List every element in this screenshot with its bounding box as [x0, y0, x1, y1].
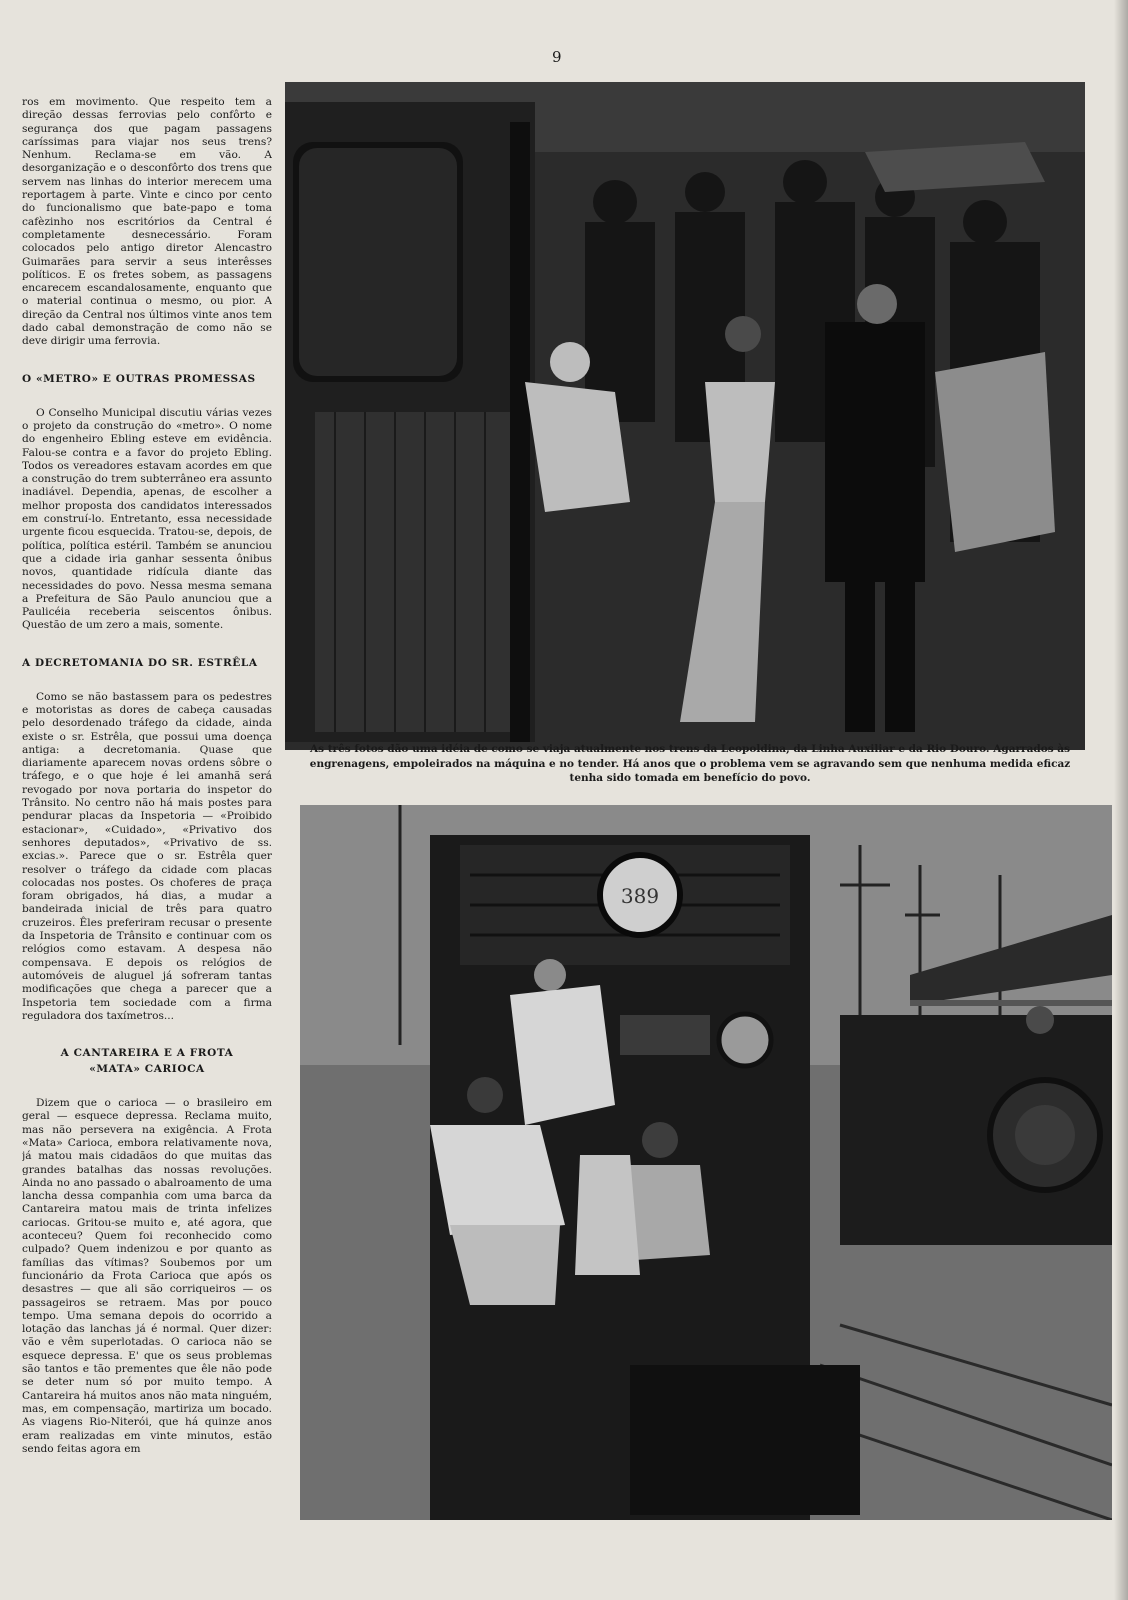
article-paragraph-metro: O Conselho Municipal discutiu várias vezes o projeto da construção do «metro». O nome do engenheiro Ebling esteve em evidência. Falou-se contra e a favor do projeto Ebling. Todos os vereadores estavam acordes em que a construção do trem subterrâneo era assunto inadiável. Dependia, apenas, de escolher a melhor proposta dos candidatos interessados em construí-lo. Entretanto, essa necessidade urgente ficou esquecida. Tratou-se, depois, de política, política estéril. Também se anunciou que a cidade iria ganhar sessenta ônibus novos, quantidade ridícula diante das necessidades do povo. Nessa mesma semana a Prefeitura de São Paulo anunciou que a Paulicéia receberia seiscentos ônibus. Questão de um zero a mais, somente.	[22, 406, 272, 632]
page-edge-shadow	[1114, 0, 1128, 1600]
photo-caption: As três fotos dão uma idéia de como se viaja atualmente nos trens da Leopoldina, da Linha Auxiliar e da Rio Douro. Agarrados às engrenagens, empoleirados na máquina e no tender. Há anos que o problema vem se agravando sem que nenhuma medida eficaz tenha sido tomada em benefício do povo.	[309, 743, 1071, 784]
section-heading-cantareira	[22, 1045, 272, 1077]
photo-locomotive-riders	[300, 805, 1112, 1520]
section-heading-metro: O «METRO» E OUTRAS PROMESSAS	[22, 372, 256, 385]
page-number: 9	[552, 48, 562, 66]
article-paragraph-intro: ros em movimento. Que respeito tem a direção dessas ferrovias pelo confôrto e segurança dos que pagam passagens caríssimas para viajar nos seus trens? Nenhum. Reclama-se em vão. A desorganização e o desconfôrto dos trens que servem nas linhas do interior merecem uma reportagem à parte. Vinte e cinco por cento do funcionalismo que bate-papo e toma cafèzinho nos escritórios da Central é completamente desnecessário. Foram colocados pelo antigo diretor Alencastro Guimarães para servir a seus interêsses políticos. E os fretes sobem, as passagens encarecem escandalosamente, enquanto que o material continua o mesmo, ou pior. A direção da Central nos últimos vinte anos tem dado cabal demonstração de como não se deve dirigir uma ferrovia.	[22, 96, 272, 348]
article-column	[22, 96, 272, 1576]
section-heading-cantareira-line1: A CANTAREIRA E A FROTA	[60, 1047, 234, 1060]
locomotive-number-plate: 389	[620, 884, 660, 908]
photo-crowded-train	[285, 82, 1085, 750]
section-heading-decretomania: A DECRETOMANIA DO SR. ESTRÊLA	[22, 656, 258, 669]
article-paragraph-decretomania: Como se não bastassem para os pedestres e motoristas as dores de cabeça causadas pelo desordenado tráfego da cidade, ainda existe o sr. Estrêla, que possui uma doença antiga: a decretomania. Quase que diariamente aparecem novas ordens sôbre o tráfego, e o que hoje é lei amanhã será revogado por nova portaria do inspetor do Trânsito. No centro não há mais postes para pendurar placas da Inspetoria — «Proibido estacionar», «Cuidado», «Privativo dos senhores deputados», «Privativo de ss. excias.». Parece que o sr. Estrêla quer resolver o tráfego da cidade com placas colocadas nos postes. Os choferes de praça foram obrigados, há dias, a mudar a bandeirada inicial de três para quatro cruzeiros. Êles preferiram recusar o presente da Inspetoria de Trânsito e continuar com os relógios como estavam. A despesa não compensava. E depois os relógios de automóveis de aluguel já sofreram tantas modificações que chega a parecer que a Inspetoria tem sociedade com a firma reguladora dos taxímetros...	[22, 690, 272, 1022]
section-heading-cantareira-line2: «MATA» CARIOCA	[89, 1063, 205, 1076]
article-paragraph-cantareira: Dizem que o carioca — o brasileiro em geral — esquece depressa. Reclama muito, mas não persevera na exigência. A Frota «Mata» Carioca, embora relativamente nova, já matou mais cidadãos do que muitas das grandes batalhas das nossas revoluções. Ainda no ano passado o abalroamento de uma lancha dessa companhia com uma barca da Cantareira matou mais de trinta infelizes cariocas. Gritou-se muito e, até agora, que aconteceu? Quem foi reconhecido como culpado? Quem indenizou e por quanto as famílias das vítimas? Soubemos por um funcionário da Frota Carioca que após os desastres — que ali são corriqueiros — os passageiros se retraem. Mas por pouco tempo. Uma semana depois do ocorrido a lotação das lanchas já é normal. Quer dizer: vão e vêm superlotadas. O carioca não se esquece depressa. E' que os seus problemas são tantos e tão prementes que êle não pode se deter num só por muito tempo. A Cantareira há muitos anos não mata ninguém, mas, em compensação, martiriza um bocado. As viagens Rio-Niterói, que há quinze anos eram realizadas em vinte minutos, estão sendo feitas agora em	[22, 1097, 272, 1455]
